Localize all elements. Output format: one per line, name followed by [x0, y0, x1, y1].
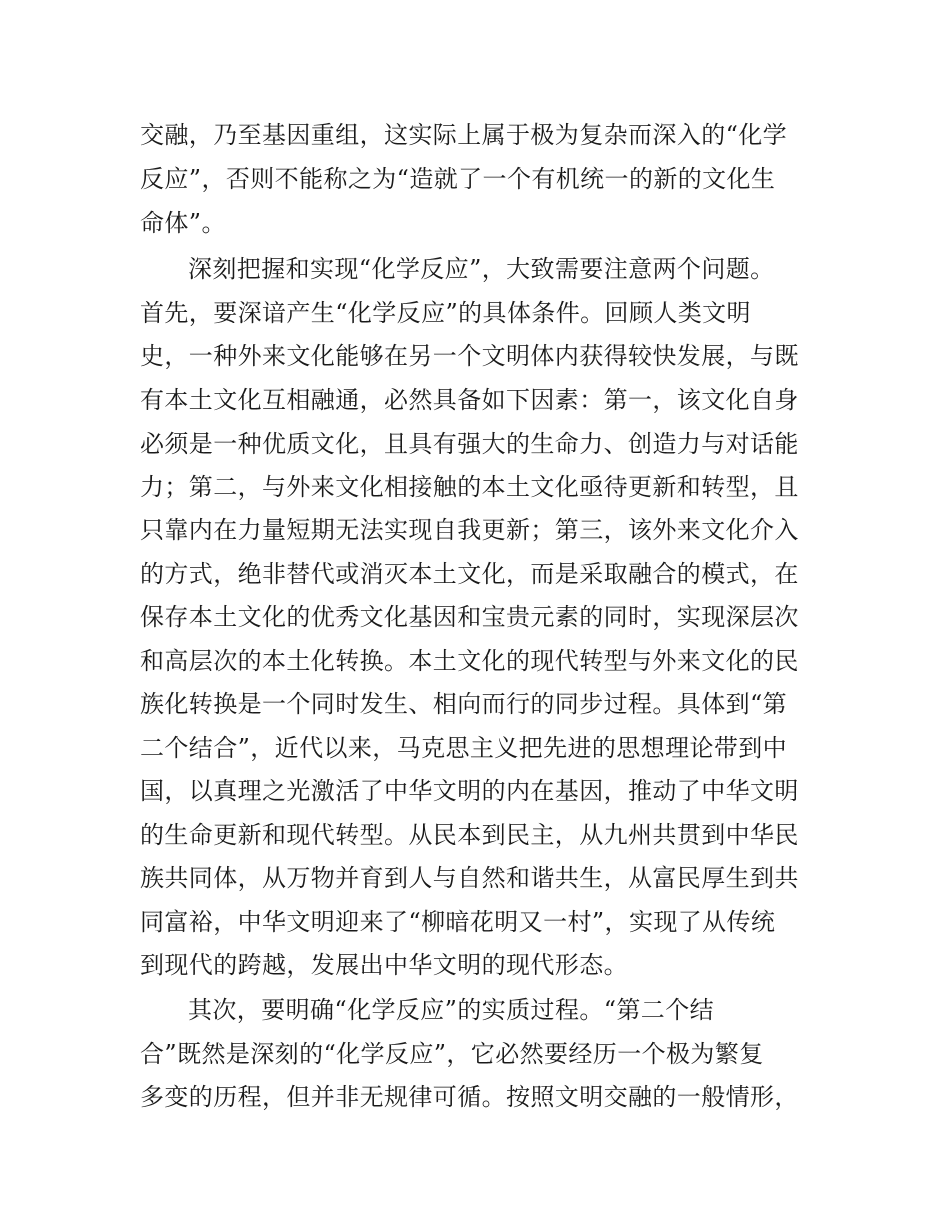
text-line: 首先，要深谙产生“化学反应”的具体条件。回顾人类文明 — [140, 299, 751, 327]
text-line: 保存本土文化的优秀文化基因和宝贵元素的同时，实现深层次 — [140, 603, 799, 631]
text-line: 的方式，绝非替代或消灭本土文化，而是采取融合的模式，在 — [140, 560, 799, 588]
text-line: 命体”。 — [140, 209, 226, 237]
text-line: 合”既然是深刻的“化学反应”，它必然要经历一个极为繁复 — [140, 1040, 764, 1068]
text-line: 只靠内在力量短期无法实现自我更新；第三，该外来文化介入 — [140, 516, 799, 544]
text-line: 和高层次的本土化转换。本土文化的现代转型与外来文化的民 — [140, 647, 799, 675]
text-line: 有本土文化互相融通，必然具备如下因素：第一，该文化自身 — [140, 386, 799, 414]
text-line: 族化转换是一个同时发生、相向而行的同步过程。具体到“第 — [140, 690, 788, 718]
text-line: 史，一种外来文化能够在另一个文明体内获得较快发展，与既 — [140, 342, 799, 370]
text-line: 力；第二，与外来文化相接触的本土文化亟待更新和转型，且 — [140, 473, 799, 501]
text-line: 族共同体，从万物并育到人与自然和谐共生，从富民厚生到共 — [140, 864, 799, 892]
text-line: 交融，乃至基因重组，这实际上属于极为复杂而深入的“化学 — [140, 121, 788, 149]
text-line: 同富裕，中华文明迎来了“柳暗花明又一村”，实现了从传统 — [140, 908, 776, 936]
text-line: 必须是一种优质文化，且具有强大的生命力、创造力与对话能 — [140, 430, 799, 458]
text-line: 反应”，否则不能称之为“造就了一个有机统一的新的文化生 — [140, 165, 776, 193]
text-line: 的生命更新和现代转型。从民本到民主，从九州共贯到中华民 — [140, 821, 799, 849]
text-line: 多变的历程，但并非无规律可循。按照文明交融的一般情形， — [140, 1083, 799, 1111]
paragraph-start-line: 其次，要明确“化学反应”的实质过程。“第二个结 — [188, 996, 715, 1024]
paragraph-start-line: 深刻把握和实现“化学反应”，大致需要注意两个问题。 — [188, 255, 775, 283]
text-line: 国，以真理之光激活了中华文明的内在基因，推动了中华文明 — [140, 777, 799, 805]
text-line: 二个结合”，近代以来，马克思主义把先进的思想理论带到中 — [140, 734, 788, 762]
text-line: 到现代的跨越，发展出中华文明的现代形态。 — [140, 951, 628, 979]
